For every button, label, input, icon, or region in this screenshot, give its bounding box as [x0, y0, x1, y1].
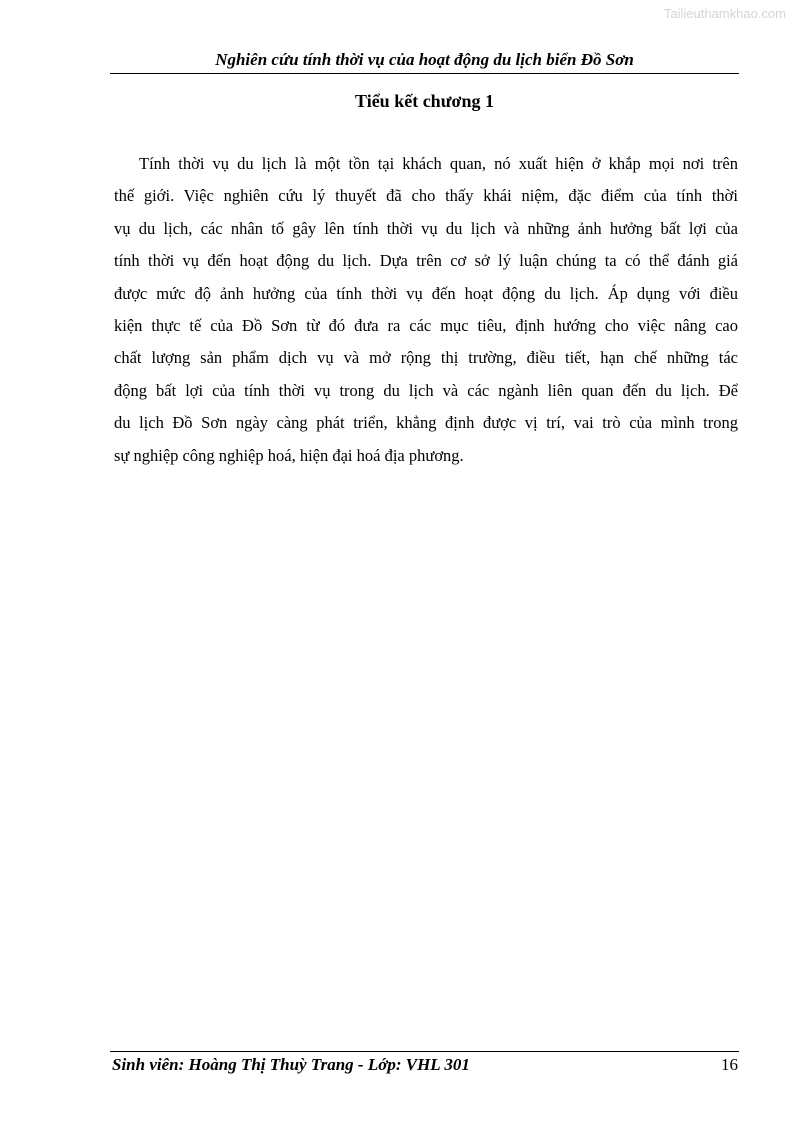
watermark: Tailieuthamkhao.com [663, 6, 786, 21]
footer-rule [110, 1051, 739, 1052]
running-header: Nghiên cứu tính thời vụ của hoạt động du lịch biển Đồ Sơn [215, 50, 634, 69]
section-title: Tiểu kết chương 1 [355, 91, 494, 111]
paragraph-line: du lịch Đồ Sơn ngày càng phát triển, khẳng định được vị trí, vai trò của mình trong [114, 413, 738, 433]
paragraph-line: được mức độ ảnh hưởng của tính thời vụ đến hoạt động du lịch. Áp dụng với điều [114, 283, 738, 303]
paragraph-line: vụ du lịch, các nhân tố gây lên tính thời vụ du lịch và những ảnh hưởng bất lợi của [114, 218, 738, 238]
paragraph-line: tính thời vụ đến hoạt động du lịch. Dựa trên cơ sở lý luận chúng ta có thể đánh giá [114, 251, 738, 271]
footer-student-info: Sinh viên: Hoàng Thị Thuỳ Trang - Lớp: VHL 301 [112, 1055, 470, 1074]
page-number: 16 [721, 1055, 738, 1074]
body-paragraph [114, 148, 738, 472]
paragraph-line: chất lượng sản phẩm dịch vụ và mở rộng thị trường, điều tiết, hạn chế những tác [114, 348, 738, 368]
paragraph-line: thế giới. Việc nghiên cứu lý thuyết đã cho thấy khái niệm, đặc điểm của tính thời [114, 186, 738, 206]
paragraph-line: sự nghiệp công nghiệp hoá, hiện đại hoá địa phương. [114, 445, 464, 465]
header-rule [110, 73, 739, 74]
paragraph-line: kiện thực tế của Đồ Sơn từ đó đưa ra các mục tiêu, định hướng cho việc nâng cao [114, 316, 738, 336]
paragraph-line: Tính thời vụ du lịch là một tồn tại khách quan, nó xuất hiện ở khắp mọi nơi trên [139, 154, 738, 173]
paragraph-line: động bất lợi của tính thời vụ trong du lịch và các ngành liên quan đến du lịch. Để [114, 380, 738, 400]
